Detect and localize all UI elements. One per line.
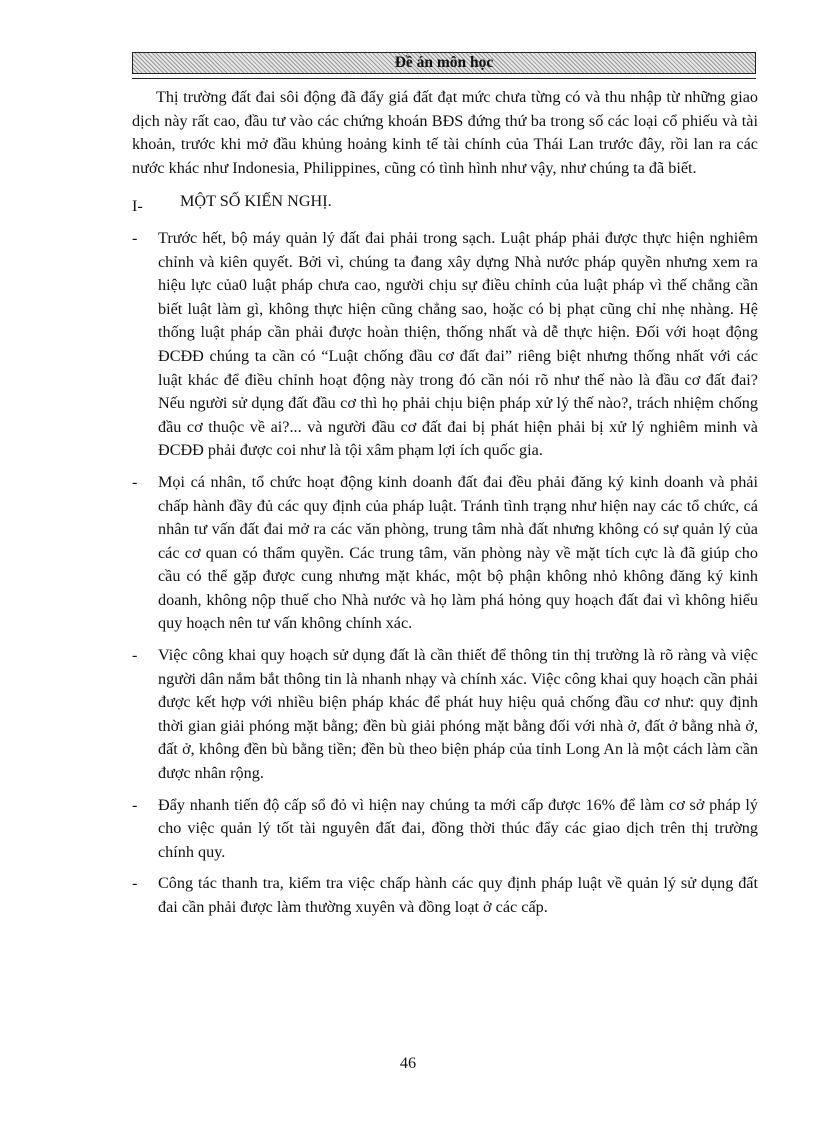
- bullet-marker: -: [132, 646, 138, 665]
- bullet-marker: -: [132, 472, 138, 491]
- page-header: [132, 52, 756, 74]
- document-body: [132, 86, 758, 920]
- list-item: [132, 644, 758, 786]
- list-item-text: Việc công khai quy hoạch sử dụng đất là cần thiết để thông tin thị trường là rõ ràng và việc người dân nắm bắt thông tin là nhanh nhạy và chính xác. Việc công khai quy hoạch cần phải được kết hợp với nhiều biện pháp khác để phát huy hiệu quả chống đầu cơ như: quy định thời gian giải phóng mặt bằng; đền bù giải phóng mặt bằng đối với nhà ở, đất ở bằng nhà ở, đất ở, không đền bù bằng tiền; đền bù theo biện pháp của tỉnh Long An là một cách làm cần được nhân rộng.: [158, 646, 758, 783]
- list-item-text: Đẩy nhanh tiến độ cấp sổ đỏ vì hiện nay chúng ta mới cấp được 16% để làm cơ sở pháp lý cho việc quản lý tốt tài nguyên đất đai, đồng thời thúc đẩy các giao dịch trên thị trường chính quy.: [158, 795, 758, 861]
- bullet-marker: -: [132, 228, 138, 247]
- header-title: Đề án môn học: [394, 54, 494, 71]
- list-item: [132, 471, 758, 636]
- section-title: MỘT SỐ KIẾN NGHỊ.: [180, 192, 332, 211]
- page-number: 46: [399, 1054, 417, 1072]
- section-number: I-: [132, 197, 143, 216]
- bullet-marker: -: [132, 874, 138, 893]
- section-heading: [132, 190, 758, 219]
- bullet-marker: -: [132, 795, 138, 814]
- intro-paragraph: Thị trường đất đai sôi động đã đẩy giá đất đạt mức chưa từng có và thu nhập từ những giao dịch này rất cao, đầu tư vào các chứng khoán BĐS đứng thứ ba trong số các loại cổ phiếu và tài khoản, trước khi mở đầu khủng hoảng kinh tế tài chính của Thái Lan trước đây, rồi lan ra các nước khác như Indonesia, Philippines, cũng có tình hình như vậy, như chúng ta đã biết.: [132, 88, 758, 177]
- list-item-text: Mọi cá nhân, tổ chức hoạt động kinh doanh đất đai đều phải đăng ký kinh doanh và phải chấp hành đầy đủ các quy định của pháp luật. Tránh tình trạng như hiện nay các tổ chức, cá nhân tư vấn đất đai mở ra các văn phòng, trung tâm nhà đất nhưng không có sự quản lý của các cơ quan có thẩm quyền. Các trung tâm, văn phòng này về mặt tích cực là đã giúp cho cầu có thể gặp được cung nhưng mặt khác, một bộ phận không nhỏ không đăng ký kinh doanh, không nộp thuế cho Nhà nước và họ làm phá hỏng quy hoạch đất đai vì không hiểu quy hoạch nên tư vấn không chính xác.: [158, 472, 758, 633]
- list-item: [132, 794, 758, 865]
- list-item-text: Công tác thanh tra, kiểm tra việc chấp hành các quy định pháp luật về quản lý sử dụng đất đai cần phải được làm thường xuyên và đồng loạt ở các cấp.: [158, 874, 758, 916]
- list-item: [132, 872, 758, 919]
- list-item-text: Trước hết, bộ máy quản lý đất đai phải trong sạch. Luật pháp phải được thực hiện nghiêm chỉnh và kiên quyết. Bởi vì, chúng ta đang xây dựng Nhà nước pháp quyền nhưng xem ra hiệu lực của0 luật pháp chưa cao, người chịu sự điều chỉnh của luật pháp vì thế chẳng cần biết luật làm gì, không thực hiện cũng chẳng sao, hoặc có bị phạt cũng chỉ nhẹ nhàng. Hệ thống luật pháp cần phải được hoàn thiện, thống nhất và dễ thực hiện. Đối với hoạt động ĐCĐĐ chúng ta cần có “Luật chống đầu cơ đất đai” riêng biệt nhưng thống nhất với các luật khác để điều chỉnh hoạt động này trong đó cần nói rõ như thế nào là đầu cơ đất đai? Nếu người sử dụng đất đầu cơ thì họ phải chịu biện pháp xử lý thế nào?, trách nhiệm chống đầu cơ thuộc về ai?... và người đầu cơ đất đai bị phát hiện phải bị xử lý nghiêm minh và ĐCĐĐ phải được coi như là tội xâm phạm lợi ích quốc gia.: [158, 228, 758, 460]
- header-divider: [132, 78, 756, 79]
- list-item: [132, 227, 758, 463]
